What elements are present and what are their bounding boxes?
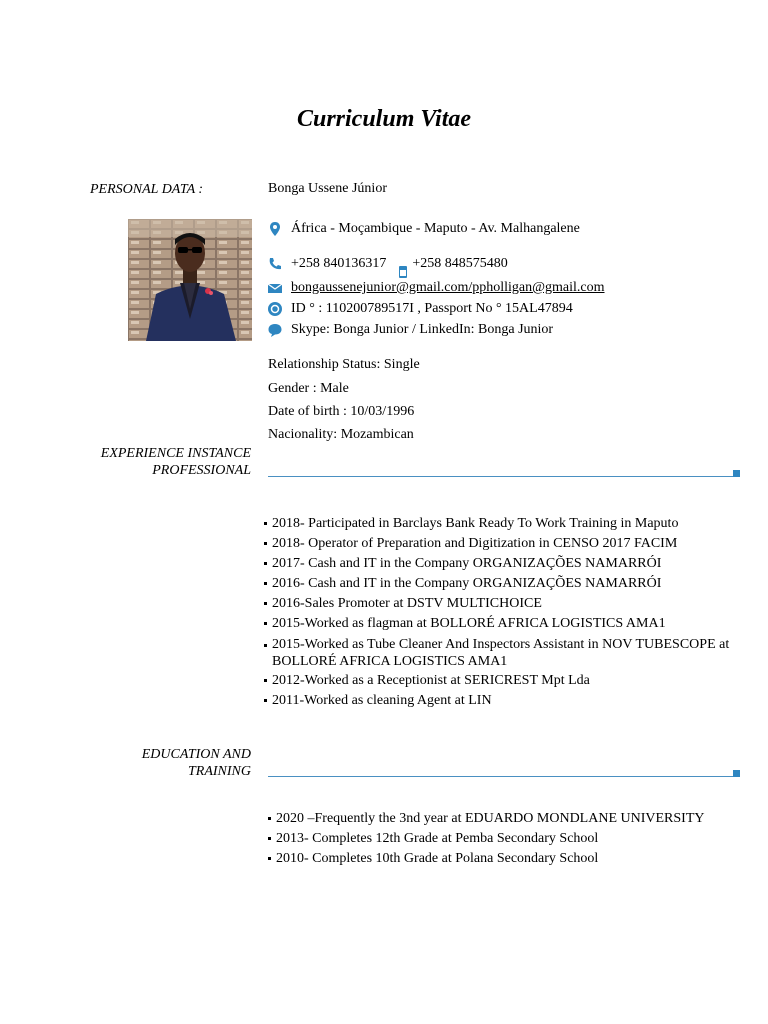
list-item: 2016- Cash and IT in the Company ORGANIZAÇÕES NAMARRÓI — [264, 574, 734, 594]
personal-data-label: PERSONAL DATA : — [90, 182, 204, 197]
map-pin-icon — [267, 221, 283, 237]
email-row — [267, 278, 605, 298]
education-label-line1: EDUCATION AND — [141, 747, 251, 762]
list-item: 2017- Cash and IT in the Company ORGANIZAÇÕES NAMARRÓI — [264, 554, 734, 574]
phone-row — [267, 254, 508, 274]
cv-title: Curriculum Vitae — [296, 106, 472, 132]
experience-divider — [268, 476, 736, 477]
experience-label-line2: PROFESSIONAL — [152, 463, 251, 478]
list-item: 2010- Completes 10th Grade at Polana Secondary School — [268, 849, 738, 869]
mobile-phone-icon — [398, 266, 408, 278]
education-divider — [268, 776, 736, 777]
date-of-birth: Date of birth : 10/03/1996 — [268, 404, 415, 419]
list-item: 2013- Completes 12th Grade at Pemba Secondary School — [268, 829, 738, 849]
phone-1: +258 840136317 — [291, 256, 387, 271]
id-passport-text: ID ° : 110200789517I , Passport No ° 15AL47894 — [291, 301, 573, 316]
experience-list — [264, 514, 734, 711]
experience-label-line1: EXPERIENCE INSTANCE — [100, 446, 251, 461]
id-icon — [267, 301, 283, 317]
chat-bubble-icon — [267, 322, 283, 338]
phone-2: +258 848575480 — [412, 256, 508, 271]
experience-section-label — [51, 445, 251, 479]
address-row — [267, 219, 580, 239]
education-divider-end — [733, 770, 740, 777]
envelope-icon — [267, 280, 283, 296]
list-item: 2018- Participated in Barclays Bank Ready To Work Training in Maputo — [264, 514, 734, 534]
list-item: 2018- Operator of Preparation and Digitization in CENSO 2017 FACIM — [264, 534, 734, 554]
profile-photo — [128, 219, 252, 341]
list-item: 2016-Sales Promoter at DSTV MULTICHOICE — [264, 594, 734, 614]
education-section-label — [51, 746, 251, 780]
list-item: 2020 –Frequently the 3nd year at EDUARDO MONDLANE UNIVERSITY — [268, 809, 738, 829]
nationality: Nacionality: Mozambican — [268, 427, 414, 442]
phone-icon — [267, 256, 283, 272]
list-item: 2015-Worked as Tube Cleaner And Inspectors Assistant in NOV TUBESCOPE at BOLLORÉ AFRICA LOGISTICS AMA1 — [264, 636, 734, 670]
address-text: África - Moçambique - Maputo - Av. Malhangalene — [291, 221, 580, 236]
education-list — [268, 809, 738, 869]
gender: Gender : Male — [268, 381, 349, 396]
relationship-status: Relationship Status: Single — [268, 357, 420, 372]
skype-linkedin-text: Skype: Bonga Junior / LinkedIn: Bonga Junior — [291, 322, 554, 337]
list-item: 2011-Worked as cleaning Agent at LIN — [264, 691, 734, 711]
education-label-line2: TRAINING — [188, 764, 251, 779]
skype-row — [267, 320, 553, 340]
id-row — [267, 299, 573, 319]
experience-divider-end — [733, 470, 740, 477]
full-name: Bonga Ussene Júnior — [268, 181, 387, 196]
list-item: 2012-Worked as a Receptionist at SERICREST Mpt Lda — [264, 671, 734, 691]
email-link[interactable]: bongaussenejunior@gmail.com/ppholligan@gmail.com — [291, 280, 605, 295]
list-item: 2015-Worked as flagman at BOLLORÉ AFRICA LOGISTICS AMA1 — [264, 614, 734, 634]
